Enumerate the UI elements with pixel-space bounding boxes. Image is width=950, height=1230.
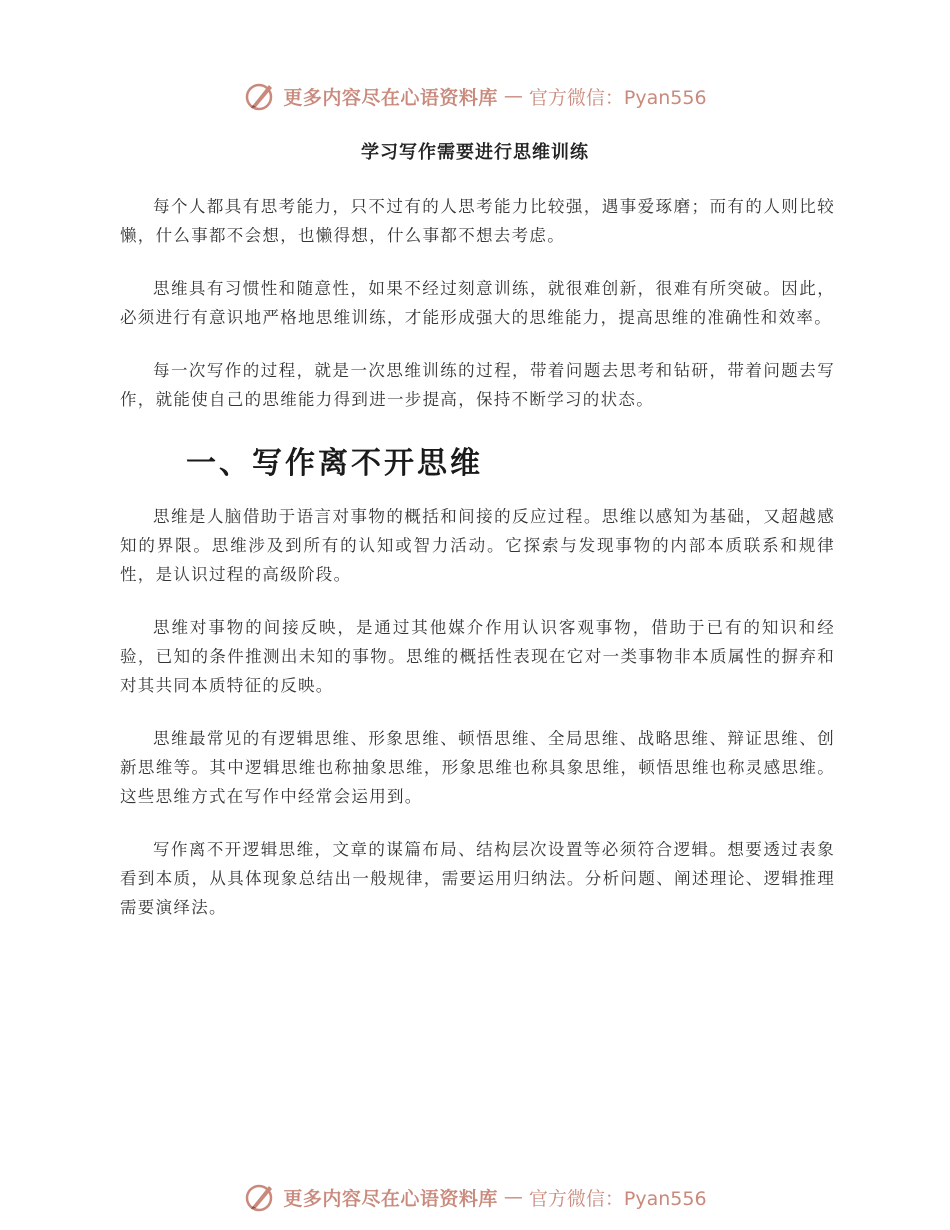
watermark-wechat: 官方微信：Pyan556 [528, 1187, 707, 1210]
document-body [120, 192, 835, 946]
paragraph: 每一次写作的过程，就是一次思维训练的过程，带着问题去思考和钻研，带着问题去写作，就能使自己的思维能力得到进一步提高，保持不断学习的状态。 [120, 361, 835, 409]
paragraph: 思维最常见的有逻辑思维、形象思维、顿悟思维、全局思维、战略思维、辩证思维、创新思维等。其中逻辑思维也称抽象思维，形象思维也称具象思维，顿悟思维也称灵感思维。这些思维方式在写作中经常会运用到。 [120, 729, 835, 806]
paragraph: 思维是人脑借助于语言对事物的概括和间接的反应过程。思维以感知为基础，又超越感知的界限。思维涉及到所有的认知或智力活动。它探索与发现事物的内部本质联系和规律性，是认识过程的高级阶段。 [120, 507, 835, 584]
paragraph: 思维对事物的间接反映，是通过其他媒介作用认识客观事物，借助于已有的知识和经验，已知的条件推测出未知的事物。思维的概括性表现在它对一类事物非本质属性的摒弃和对其共同本质特征的反映。 [120, 618, 835, 695]
watermark-wechat: 官方微信：Pyan556 [528, 86, 707, 109]
pen-logo-icon [243, 79, 277, 113]
paragraph: 写作离不开逻辑思维，文章的谋篇布局、结构层次设置等必须符合逻辑。想要透过表象看到本质，从具体现象总结出一般规律，需要运用归纳法。分析问题、阐述理论、逻辑推理需要演绎法。 [120, 840, 835, 917]
pen-logo-icon [243, 1180, 277, 1214]
footer-watermark [0, 1177, 950, 1217]
document-title: 学习写作需要进行思维训练 [361, 142, 589, 163]
watermark-text: 更多内容尽在心语资料库 [283, 1187, 498, 1210]
header-watermark [0, 76, 950, 116]
watermark-separator: — [503, 1186, 523, 1208]
watermark-separator: — [503, 85, 523, 107]
paragraph: 每个人都具有思考能力，只不过有的人思考能力比较强，遇事爱琢磨；而有的人则比较懒，什么事都不会想，也懒得想，什么事都不想去考虑。 [120, 197, 835, 245]
watermark-text: 更多内容尽在心语资料库 [283, 86, 498, 109]
section-heading: 一、写作离不开思维 [186, 446, 483, 481]
paragraph: 思维具有习惯性和随意性，如果不经过刻意训练，就很难创新，很难有所突破。因此，必须进行有意识地严格地思维训练，才能形成强大的思维能力，提高思维的准确性和效率。 [120, 279, 835, 327]
